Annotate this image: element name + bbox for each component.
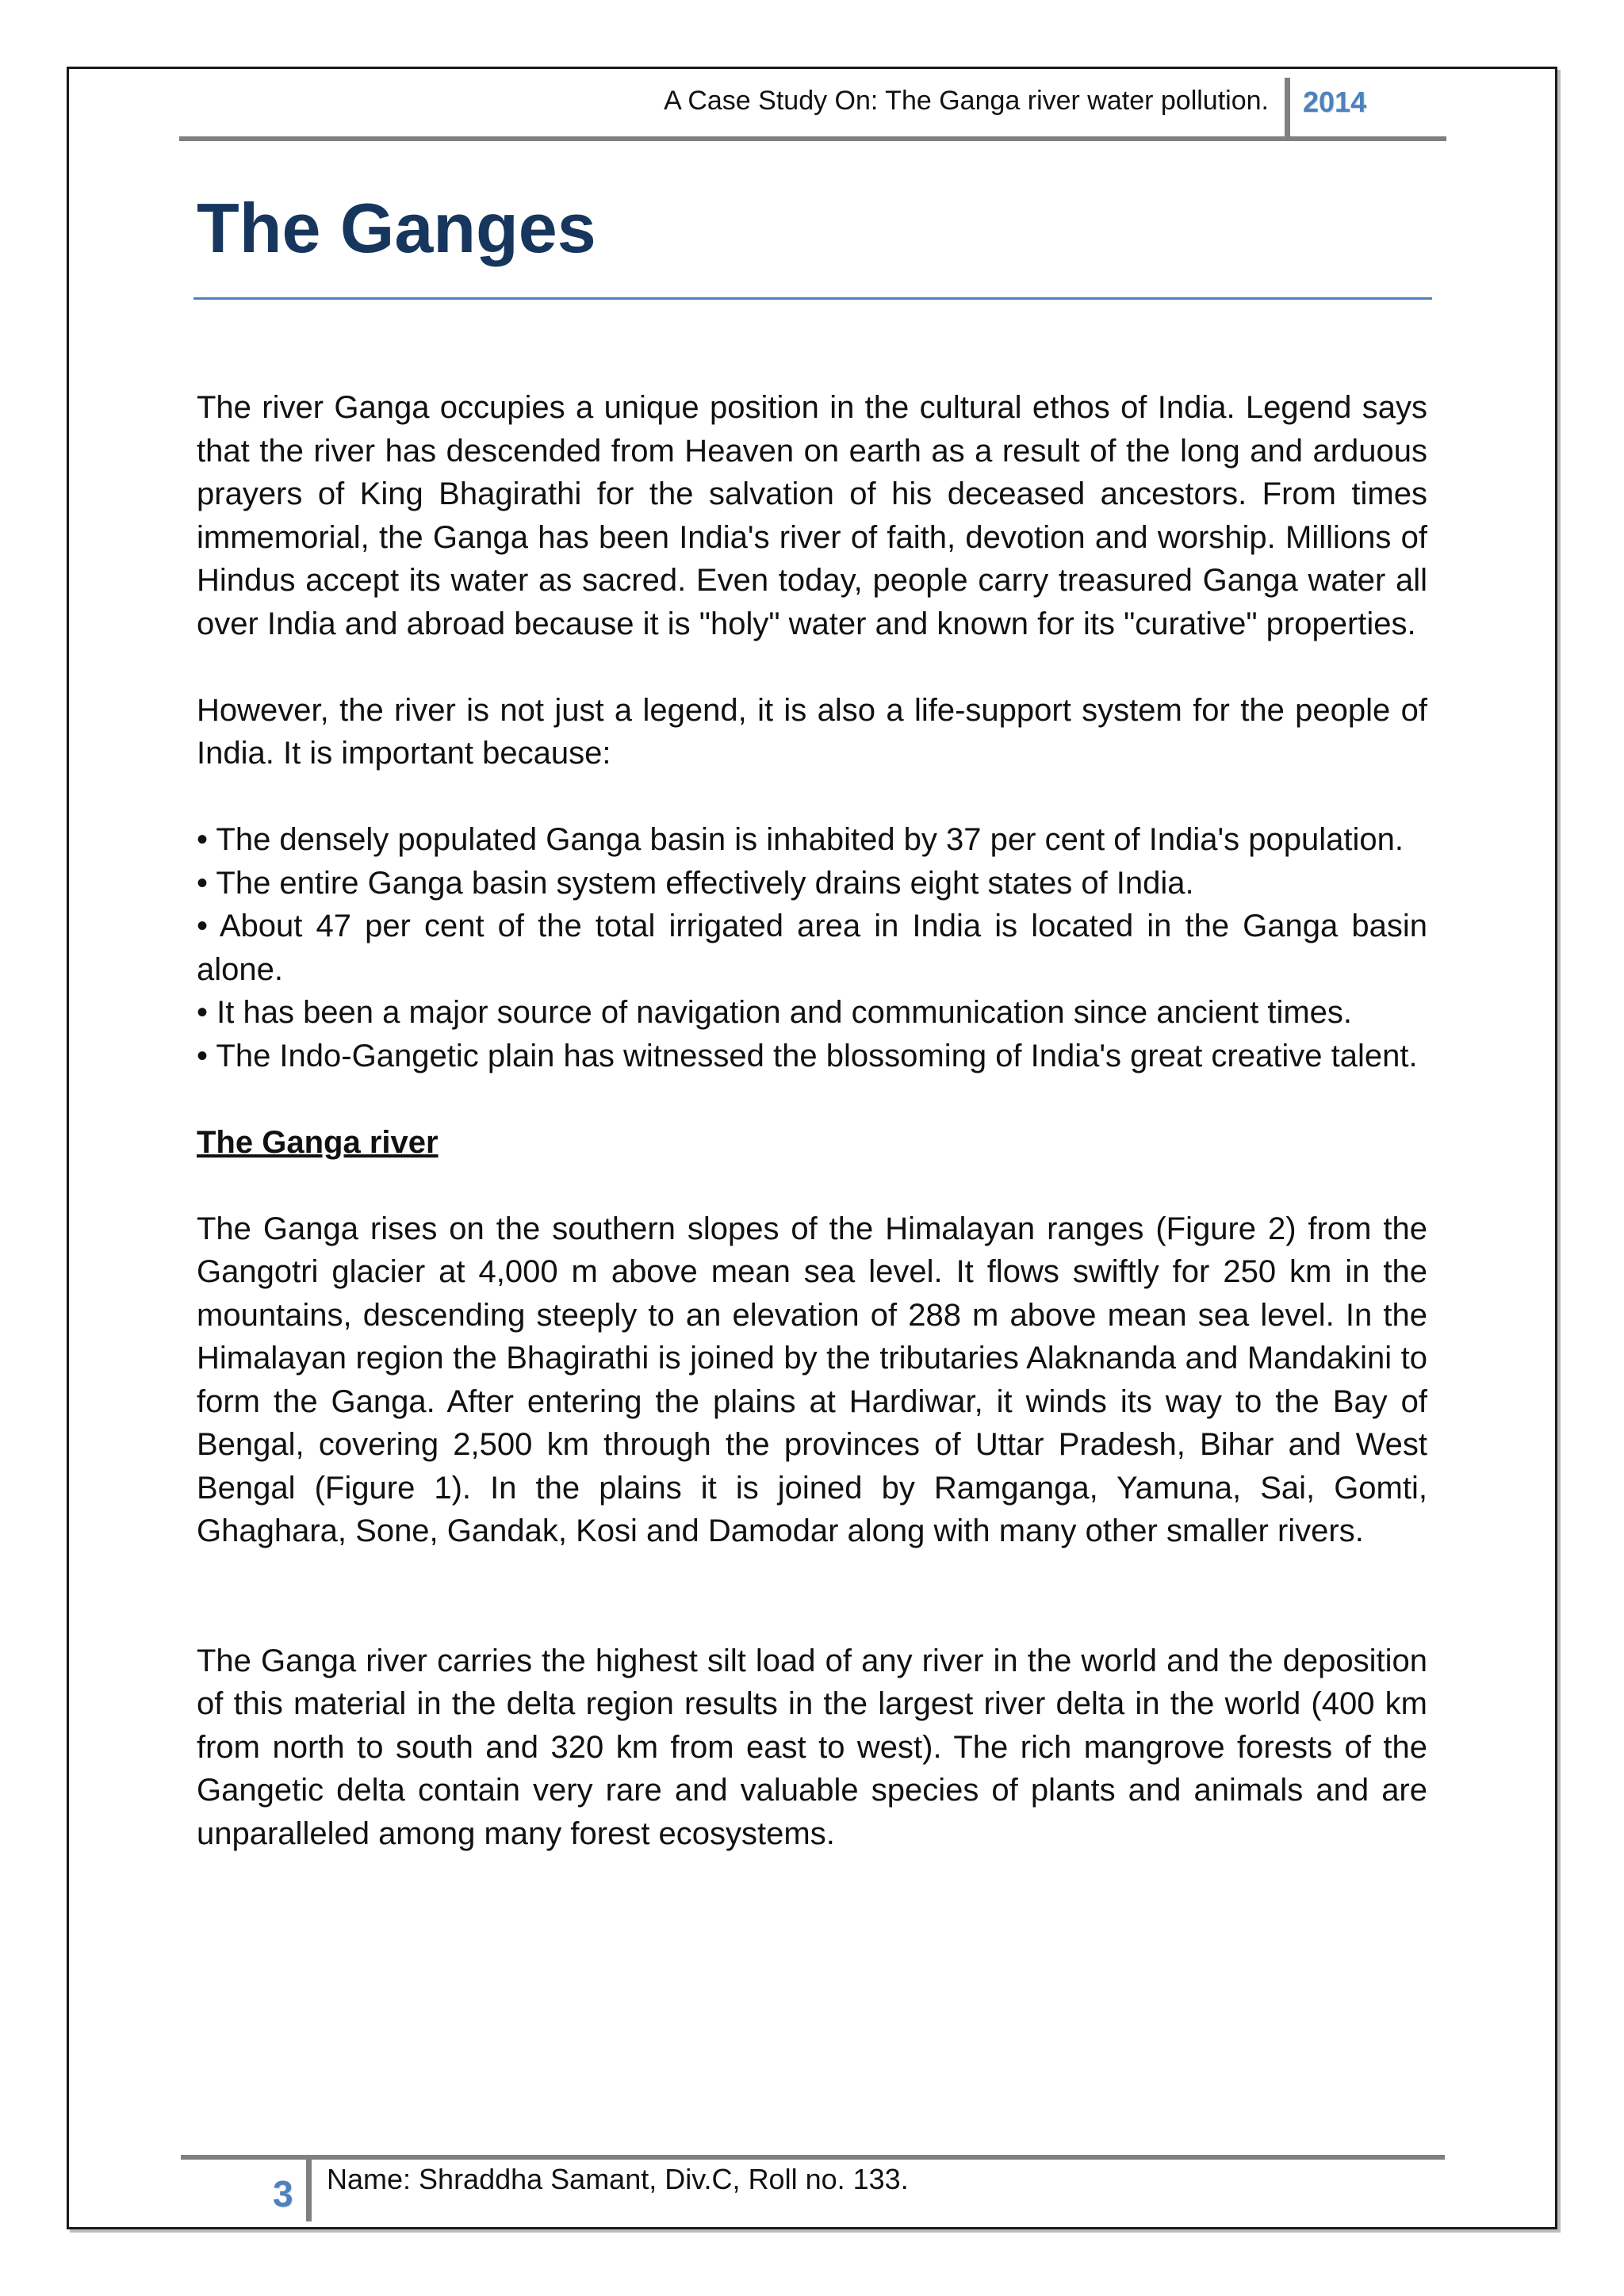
paragraph-importance: However, the river is not just a legend, it is also a life-support system for the people of India. It is important because: <box>197 692 1427 771</box>
header-title: A Case Study On: The Ganga river water pollution. <box>664 86 1269 116</box>
list-item: • About 47 per cent of the total irrigated area in India is located in the Ganga basin alone. <box>197 909 1427 987</box>
paragraph-course: The Ganga rises on the southern slopes of the Himalayan ranges (Figure 2) from the Gangotri glacier at 4,000 m above mean sea level. It flows swiftly for 250 km in the mountains, descending steeply to an elevation of 288 m above mean sea level. In the Himalayan region the Bhagirathi is joined by the tributaries Alaknanda and Mandakini to form the Ganga. After entering the plains at Hardiwar, it winds its way to the Bay of Bengal, covering 2,500 km through the provinces of Uttar Pradesh, Bihar and West Bengal (Figure 1). In the plains it is joined by Ramganga, Yamuna, Sai, Gomti, Ghaghara, Sone, Gandak, Kosi and Damodar along with many other smaller rivers. <box>197 1211 1427 1548</box>
footer-divider <box>306 2160 312 2221</box>
list-item: • The Indo-Gangetic plain has witnessed the blossoming of India's great creative talent. <box>197 1038 1418 1073</box>
list-item: • It has been a major source of navigation and communication since ancient times. <box>197 995 1353 1030</box>
importance-list <box>197 818 1427 1077</box>
list-item: • The densely populated Ganga basin is inhabited by 37 per cent of India's population. <box>197 822 1404 857</box>
section-heading: The Ganga river <box>197 1124 439 1160</box>
header-divider <box>1285 78 1290 141</box>
header-rule <box>179 136 1446 141</box>
header-year: 2014 <box>1303 86 1367 118</box>
paragraph-intro: The river Ganga occupies a unique position in the cultural ethos of India. Legend says that the river has descended from Heaven on earth as a result of the long and arduous prayers of King Bhagirathi for the salvation of his deceased ancestors. From times immemorial, the Ganga has been India's river of faith, devotion and worship. Millions of Hindus accept its water as sacred. Even today, people carry treasured Ganga water all over India and abroad because it is "holy" water and known for its "curative" properties. <box>197 390 1427 641</box>
page-number: 3 <box>273 2173 293 2214</box>
list-item: • The entire Ganga basin system effectively drains eight states of India. <box>197 865 1194 901</box>
document-body <box>197 386 1427 1899</box>
footer-author: Name: Shraddha Samant, Div.C, Roll no. 133. <box>327 2163 909 2195</box>
title-underline <box>193 297 1432 300</box>
page-title: The Ganges <box>197 189 596 267</box>
footer-rule <box>181 2155 1445 2160</box>
paragraph-delta: The Ganga river carries the highest silt load of any river in the world and the deposition of this material in the delta region results in the largest river delta in the world (400 km from north to south and 320 km from east to west). The rich mangrove forests of the Gangetic delta contain very rare and valuable species of plants and animals and are unparalleled among many forest ecosystems. <box>197 1643 1427 1851</box>
